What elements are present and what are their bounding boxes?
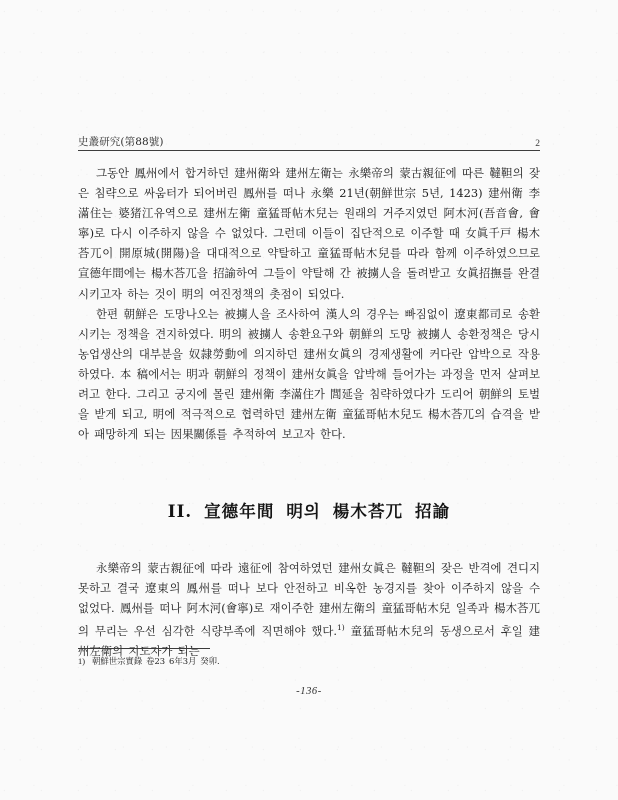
- footnote-item-text: 朝鮮世宗實錄 卷23 6年3月 癸卯.: [91, 656, 220, 666]
- section-heading: II. 宣德年間 明의 楊木荅兀 招諭: [167, 502, 451, 521]
- footnote-item-marker: 1): [78, 657, 85, 666]
- running-head: [78, 132, 540, 152]
- footnote-reference[interactable]: 1): [336, 623, 345, 633]
- running-head-page-number: 2: [535, 139, 540, 149]
- paragraph: [78, 558, 540, 661]
- paragraph-text-part-2: 童猛哥帖木兒의 동생으로서 후일 建州左衛의 지도자가 되는: [78, 624, 540, 659]
- section-body-column: [78, 558, 540, 661]
- footnote-item: [78, 655, 540, 668]
- running-head-title: 史叢研究(第88號): [78, 136, 164, 148]
- body-text-column: [78, 163, 540, 444]
- footnote-separator-rule: [78, 648, 210, 649]
- running-head-rule: [78, 132, 540, 151]
- page-folio-number: -136-: [296, 686, 322, 697]
- paragraph-text-part-1: 永樂帝의 蒙古親征에 따라 遠征에 참여하였던 建州女眞은 韃靼의 잦은 반격에 견디지 못하고 결국 遼東의 鳳州를 떠나 보다 안전하고 비옥한 농경지를 찾아 이주하지 않을 수 없었다. 鳳州를 떠나 阿木河(會寧)로 재이주한 建州左衛의 童猛哥帖木兒 일족과 楊木荅兀의 무리는 우선 심각한 식량부족에 직면해야 했다.: [78, 561, 540, 639]
- paragraph: 그동안 鳳州에서 합거하던 建州衛와 建州左衛는 永樂帝의 蒙古親征에 따른 韃靼의 잦은 침략으로 싸움터가 되어버린 鳳州를 떠나 永樂 21년(朝鮮世宗 5년, 1423) 建州衛 李滿住는 婆猪江유역으로 建州左衛 童猛哥帖木兒는 원래의 거주지였던 阿木河(吾音會, 會寧)로 다시 이주하지 않을 수 없었다. 그런데 이들이 집단적으로 이주할 때 女眞千戸 楊木荅兀이 開原城(開陽)을 대대적으로 약탈하고 童猛哥帖木兒를 따라 함께 이주하였으므로 宣德年間에는 楊木荅兀을 招諭하여 그들이 약탈해 간 被擄人을 돌려받고 女眞招撫를 완결시키고자 하는 것이 明의 여진정책의 촛점이 되었다.: [78, 166, 540, 301]
- paragraph: 한편 朝鮮은 도망나오는 被擄人을 조사하여 漢人의 경우는 빠짐없이 遼東都司로 송환시키는 정책을 견지하였다. 明의 被擄人 송환요구와 朝鮮의 도망 被擄人 송환정책은 당시 농업생산의 대부분을 奴隷勞動에 의지하던 建州女眞의 경제생활에 커다란 압박으로 작용하였다. 本 稿에서는 明과 朝鮮의 정책이 建州女眞을 압박해 들어가는 과정을 먼저 살펴보려고 한다. 그리고 궁지에 몰린 建州衛 李滿住가 閭延을 침략하였다가 도리어 朝鮮의 토벌을 받게 되고, 明에 적극적으로 협력하던 建州左衛 童猛哥帖木兒도 楊木荅兀의 습격을 받아 패망하게 되는 因果關係를 추적하여 보고자 한다.: [78, 306, 540, 442]
- footnote-area: [78, 648, 540, 668]
